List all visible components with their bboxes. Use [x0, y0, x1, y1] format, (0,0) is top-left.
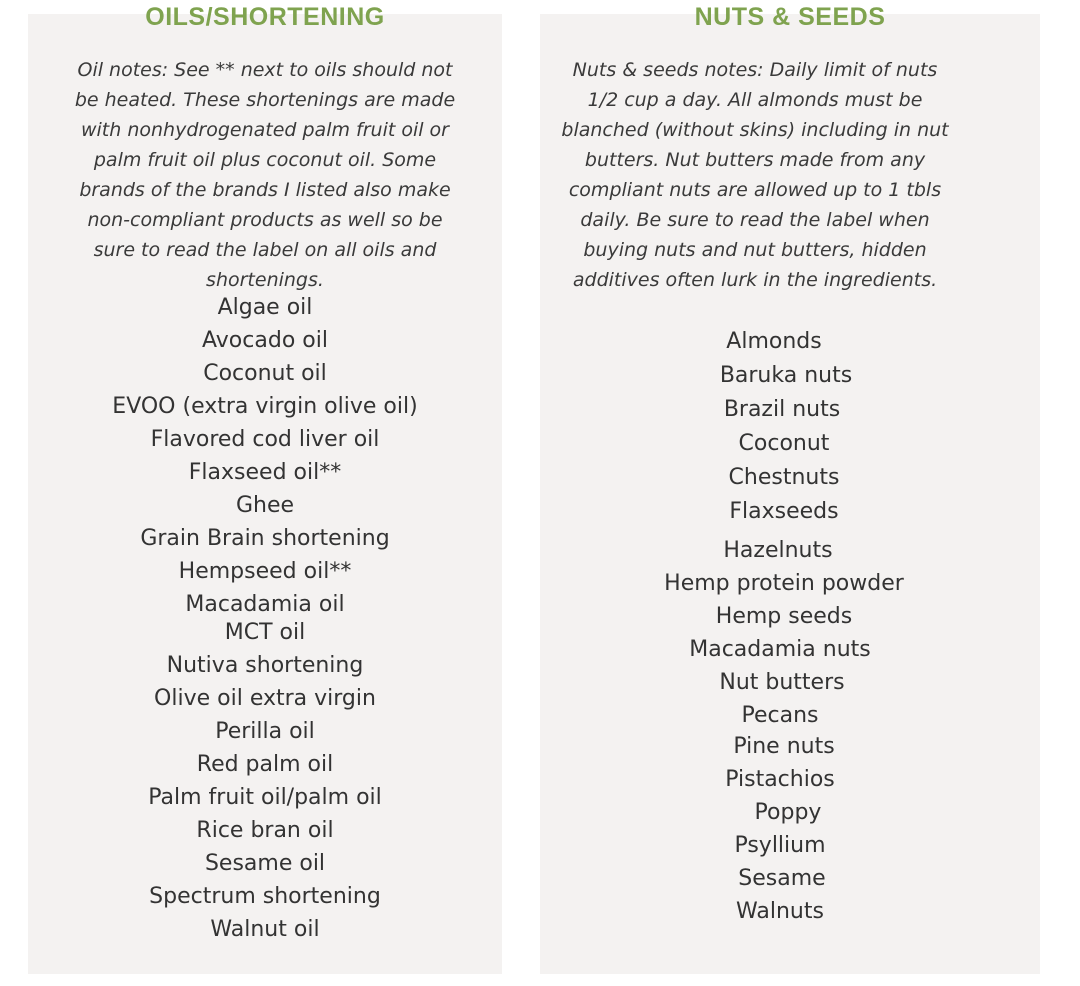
- oils-item: Coconut oil: [203, 361, 327, 386]
- nuts-item: Almonds: [726, 329, 822, 354]
- oils-item: Ghee: [235, 493, 295, 518]
- nuts-item: Brazil nuts: [723, 397, 841, 422]
- nuts-seeds-panel: [540, 3, 1040, 974]
- oils-item: Avocado oil: [202, 328, 328, 353]
- nuts-item: Hemp seeds: [715, 604, 853, 629]
- oils-item: MCT oil: [224, 620, 306, 645]
- nuts-item: Baruka nuts: [719, 363, 853, 388]
- nuts-item: Hemp protein powder: [664, 571, 904, 596]
- nuts-item: Sesame: [738, 866, 826, 891]
- oils-item: Flaxseed oil**: [188, 460, 342, 485]
- oils-item: Red palm oil: [196, 752, 334, 777]
- nuts-item: Coconut: [738, 431, 830, 456]
- nuts-item: Psyllium: [734, 833, 826, 858]
- oils-heading: OILS/SHORTENING: [145, 3, 385, 31]
- nuts-item: Walnuts: [736, 899, 824, 924]
- oils-item: Walnut oil: [210, 917, 320, 942]
- nuts-item: Nut butters: [719, 670, 845, 695]
- nuts-notes: Nuts & seeds notes: Daily limit of nuts 1/2 cup a day. All almonds must be blanched (without skins) including in nut butters. Nut butters made from any compliant nuts are allowed up to 1 tbls daily. Be sure to read the label when buying nuts and nut butters, hidden additives often lurk in the ingredients.: [561, 59, 949, 291]
- nuts-item: Macadamia nuts: [689, 637, 871, 662]
- oils-item: Rice bran oil: [196, 818, 334, 843]
- nuts-heading: NUTS & SEEDS: [694, 3, 886, 31]
- nuts-item: Pecans: [741, 703, 819, 728]
- nuts-item: Chestnuts: [728, 465, 840, 490]
- nuts-item: Flaxseeds: [729, 499, 839, 524]
- oils-item: Olive oil extra virgin: [154, 686, 376, 711]
- oils-item: Sesame oil: [204, 851, 326, 876]
- oils-notes: Oil notes: See ** next to oils should not be heated. These shortenings are made with nonhydrogenated palm fruit oil or palm fruit oil plus coconut oil. Some brands of the brands I listed also make non-compliant products as well so be sure to read the label on all oils and shortenings.: [74, 59, 456, 291]
- oils-shortening-panel: [28, 3, 502, 974]
- nuts-item: Pine nuts: [733, 734, 835, 759]
- oils-item: Algae oil: [217, 295, 313, 320]
- oils-item: Flavored cod liver oil: [150, 427, 380, 452]
- oils-item: Hempseed oil**: [178, 559, 352, 584]
- nuts-item: Pistachios: [725, 767, 835, 792]
- nuts-item: Hazelnuts: [723, 538, 833, 563]
- nuts-item: Poppy: [754, 800, 822, 825]
- oils-item: Nutiva shortening: [166, 653, 364, 678]
- oils-item: Palm fruit oil/palm oil: [148, 785, 382, 810]
- oils-item: Grain Brain shortening: [140, 526, 390, 551]
- oils-item: Spectrum shortening: [149, 884, 381, 909]
- oils-item: EVOO (extra virgin olive oil): [112, 394, 418, 419]
- oils-item: Macadamia oil: [185, 592, 345, 617]
- oils-item: Perilla oil: [215, 719, 315, 744]
